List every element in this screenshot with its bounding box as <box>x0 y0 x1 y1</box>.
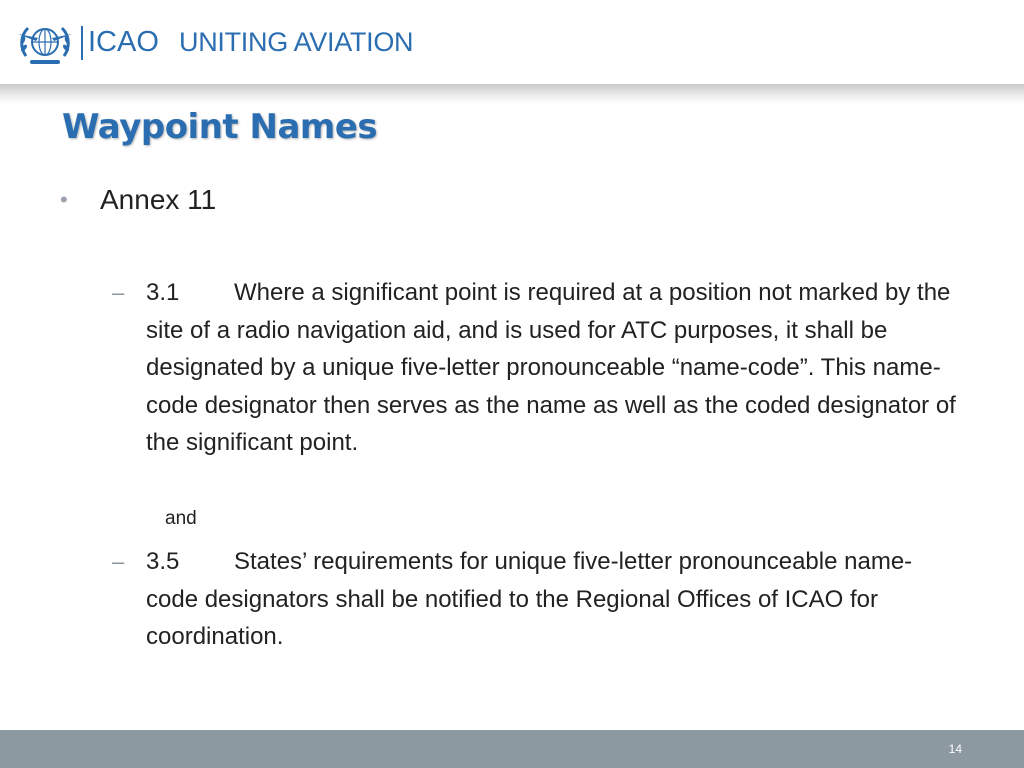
slide-title: Waypoint Names <box>62 107 378 147</box>
page-number: 14 <box>948 742 962 756</box>
clause-number: 3.1 <box>146 279 180 306</box>
connector-text: and <box>165 508 197 529</box>
bullet-text: Annex 11 <box>100 184 217 215</box>
brand-divider <box>81 26 83 60</box>
clause-number: 3.5 <box>146 548 180 575</box>
org-tagline: UNITING AVIATION <box>179 27 414 57</box>
list-item-3-5 <box>112 543 972 656</box>
clause-text: Where a significant point is required at a position not marked by the site of a radio navigation aid, and is used for ATC purposes, it shall be designated by a unique five-letter pronounceable “name-code”. This name-code designator then serves as the name as well as the coded designator of the significant point. <box>146 279 956 456</box>
header-shadow-divider <box>0 84 1024 104</box>
dash-bullet-icon: – <box>112 280 125 305</box>
list-item-3-1 <box>112 274 972 462</box>
clause-text: States’ requirements for unique five-letter pronounceable name-code designators shall be notified to the Regional Offices of ICAO for coordination. <box>146 548 913 650</box>
slide-header <box>0 0 1024 84</box>
dash-bullet-icon: – <box>112 549 125 574</box>
bullet-dot-icon: • <box>60 187 68 212</box>
slide-footer <box>0 730 1024 768</box>
icao-emblem-logo <box>16 18 74 68</box>
org-name: ICAO <box>88 26 159 58</box>
